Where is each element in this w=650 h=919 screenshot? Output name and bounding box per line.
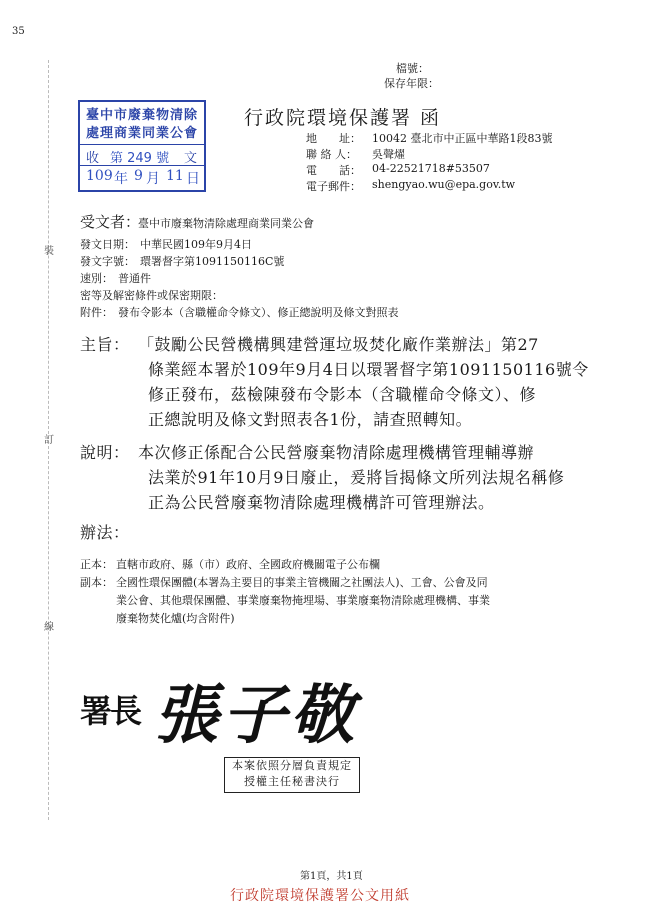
phone-label: 電 話： [306, 164, 361, 177]
issue-date-value: 中華民國109年9月4日 [140, 238, 252, 251]
signature-name: 張子敬 [154, 678, 358, 753]
copy-recipients-line: 廢棄物焚化爐(均含附件) [116, 612, 235, 625]
explanation-line: 正為公民營廢棄物清除處理機構許可管理辦法。 [148, 493, 495, 512]
delegation-line2: 授權主任秘書決行 [244, 775, 340, 788]
speed-value: 普通件 [118, 272, 151, 285]
address-value: 10042 臺北市中正區中華路1段83號 [372, 132, 553, 145]
phone-value: 04-22521718#53507 [372, 162, 490, 175]
contact-person-label: 聯 絡 人： [306, 148, 357, 161]
email-value: shengyao.wu@epa.gov.tw [372, 178, 516, 191]
receipt-stamp [78, 100, 206, 192]
stamp-day: 11 [166, 168, 184, 184]
official-paper-label: 行政院環境保護署公文用紙 [230, 888, 410, 904]
issue-date-label: 發文日期： [80, 238, 135, 251]
copy-recipients-label: 副本： [80, 576, 113, 589]
delegation-box [224, 757, 360, 793]
doc-number-label: 發文字號： [80, 255, 135, 268]
speed-label: 速別： [80, 272, 113, 285]
signature-title: 署長 [80, 692, 141, 730]
copy-recipients-line: 業公會、其他環保團體、事業廢棄物掩埋場、事業廢棄物清除處理機構、事業 [116, 594, 490, 607]
email-label: 電子郵件： [306, 180, 361, 193]
address-label: 地 址： [306, 132, 361, 145]
subject-line: 正總說明及條文對照表各1份，請查照轉知。 [148, 410, 473, 429]
subject-line: 條業經本署於109年9月4日以環署督字第1091150116號令 [148, 360, 589, 379]
copy-recipients-line: 全國性環保團體(本署為主要目的事業主管機關之社團法人)、工會、公會及同 [116, 576, 488, 589]
explanation-line: 法業於91年10月9日廢止，爰將旨揭條文所列法規名稱修 [148, 468, 565, 487]
explanation-label: 說明： [80, 443, 130, 462]
method-label: 辦法： [80, 523, 130, 542]
margin-char-zhuang: 裝 [44, 246, 54, 257]
stamp-shou: 收 [86, 151, 100, 166]
stamp-day-char: 日 [186, 171, 200, 187]
stamp-year: 109 [86, 168, 113, 184]
stamp-year-char: 年 [114, 171, 128, 187]
explanation-line: 本次修正係配合公民營廢棄物清除處理機構管理輔導辦 [138, 443, 535, 462]
stamp-wen: 文 [184, 151, 198, 166]
corner-page-number: 35 [12, 26, 25, 37]
stamp-org-line2: 處理商業同業公會 [85, 126, 198, 141]
page-indicator: 第1頁，共1頁 [300, 871, 363, 882]
primary-recipients-label: 正本： [80, 558, 113, 571]
stamp-month: 9 [134, 168, 143, 184]
recipient-value: 臺中市廢棄物清除處理商業同業公會 [138, 217, 314, 230]
primary-recipients-value: 直轄市政府、縣（市）政府、全國政府機關電子公布欄 [116, 558, 380, 571]
contact-person-value: 吳聲燿 [372, 148, 405, 161]
recipient-label: 受文者： [80, 213, 141, 231]
stamp-number: 第 249 號 [110, 151, 170, 166]
margin-char-ding: 訂 [44, 435, 54, 446]
file-number-label: 檔號： [396, 62, 429, 75]
margin-char-xian: 線 [44, 622, 54, 633]
subject-line: 修正發布，茲檢陳發布令影本（含職權命令條文）、修 [148, 385, 537, 404]
retention-label: 保存年限： [384, 77, 439, 90]
attachment-label: 附件： [80, 306, 113, 319]
stamp-month-char: 月 [146, 171, 160, 187]
attachment-value: 發布令影本（含職權命令條文）、修正總說明及條文對照表 [118, 306, 399, 319]
stamp-org-line1: 臺中市廢棄物清除 [85, 108, 198, 123]
agency-title: 行政院環境保護署 函 [244, 107, 442, 129]
secrecy-label: 密等及解密條件或保密期限： [80, 289, 223, 302]
subject-label: 主旨： [80, 335, 130, 354]
delegation-line1: 本案依照分層負責規定 [232, 759, 352, 772]
stamp-receipt-row [80, 144, 204, 166]
subject-line: 「鼓勵公民營機構興建營運垃圾焚化廠作業辦法」第27 [138, 335, 539, 354]
doc-number-value: 環署督字第1091150116C號 [140, 255, 285, 268]
